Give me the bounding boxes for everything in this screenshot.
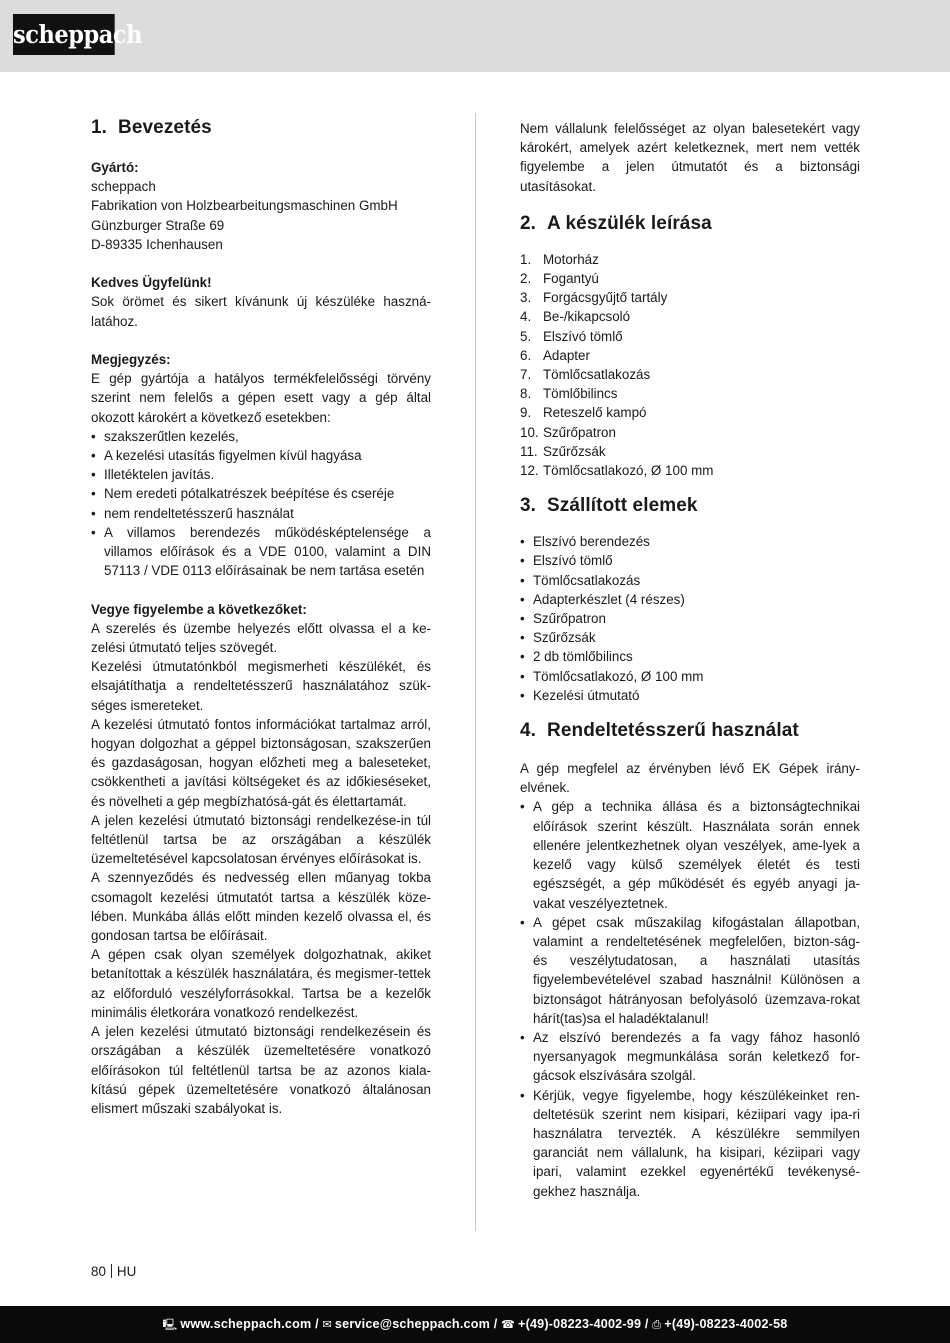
list-item: • szakszerűtlen kezelés, [91, 427, 431, 446]
section-1-heading [91, 116, 431, 140]
page-header [0, 0, 950, 72]
computer-icon: 🖳 [162, 1318, 178, 1331]
paragraph: A jelen kezelési útmutató biztonsági rendelkezésein és országában a készülék üzemeltetésére vonatkozó előírásokon túl feltétlenül tartsa be az azonos kiala-kítású gépek üzemeltetésére vonatkozó általánosan elismert műszaki szabályokat is. [91, 1024, 431, 1116]
list-item: • Elszívó berendezés [520, 532, 860, 551]
item-number: 8. [520, 386, 532, 402]
item-text: Elszívó tömlő [543, 328, 623, 344]
manufacturer-line: D-89335 Ichenhausen [91, 236, 223, 252]
dear-customer-label: Kedves Ügyfelünk! [91, 275, 212, 291]
footer-website[interactable]: www.scheppach.com / [180, 1317, 319, 1331]
list-item: • A villamos berendezés működésképtelensége a villamos előírások és a VDE 0100, valamint a DIN 57113 / VDE 0113 előírásainak be nem tartása esetén [91, 523, 431, 581]
footer-phone: +(49)-08223-4002-99 / [518, 1317, 649, 1331]
list-item: • A gépet csak műszakilag kifogástalan állapotban, valamint a rendeltetésének megfelelően, bizton-ság- és veszélytudatosan, a használati utasítás figyelembevételével szabad használni! Különösen a biztonságot hátrányosan befolyásoló üzemzava-rokat hárít(tas)sa el haladéktalanul! [520, 913, 860, 1028]
fax-icon: ⎙ [652, 1318, 662, 1331]
list-item [520, 269, 860, 288]
paragraph: A szennyeződés és nedvesség ellen műanyag tokba csomagolt kezelési útmutatót tartsa a készülék köze-lében. Munkába állás előtt minden kezelő olvassa el, és gondosan tartsa be előírásait. [91, 870, 431, 944]
item-text: Tömlőcsatlakozás [543, 367, 651, 383]
list-item [520, 327, 860, 346]
item-text: Szűrőzsák [543, 443, 606, 459]
column-divider [475, 113, 476, 1231]
list-item: • Tömlőcsatlakozás [520, 571, 860, 590]
manufacturer-line: Günzburger Straße 69 [91, 217, 225, 233]
intended-use-list [520, 797, 860, 1200]
item-text: Be-/kikapcsoló [543, 309, 631, 325]
paragraph: A gépen csak olyan személyek dolgozhatnak, akiket betanítottak a készülék használatára, és megismer-tettek az előforduló veszélyforrásokkal. Tartsa be a kezelők minimális életkorára vonatkozó rendelkezést. [91, 947, 431, 1020]
item-number: 1. [520, 251, 532, 267]
item-text: Tömlőcsatlakozó, Ø 100 mm [543, 463, 714, 479]
list-item: • 2 db tömlőbilincs [520, 647, 860, 666]
list-item: • Elszívó tömlő [520, 551, 860, 570]
footer-email[interactable]: service@scheppach.com / [334, 1317, 498, 1331]
page-separator [111, 1264, 112, 1278]
item-number: 10. [520, 424, 539, 440]
right-column [520, 119, 860, 1201]
paragraph: A jelen kezelési útmutató biztonsági rendelkezése-in túl feltétlenül tartsa be az országában a készülék üzemeltetésével kapcsolatosan érvényes előírásokat is. [91, 812, 431, 867]
envelope-icon: ✉ [322, 1318, 332, 1331]
manufacturer-label: Gyártó: [91, 160, 139, 175]
list-item: • Tömlőcsatlakozó, Ø 100 mm [520, 667, 860, 686]
list-item [520, 423, 860, 442]
list-item [520, 250, 860, 269]
parts-list [520, 250, 860, 480]
item-number: 2. [520, 271, 532, 287]
section-title: Bevezetés [118, 117, 212, 138]
list-item [520, 384, 860, 403]
section-3-heading [520, 494, 860, 518]
section-title: Szállított elemek [547, 495, 698, 517]
section-title: Rendeltetésszerű használat [547, 720, 799, 742]
item-text: Forgácsgyűjtő tartály [543, 290, 668, 306]
list-item [520, 442, 860, 461]
list-item: • Adapterkészlet (4 részes) [520, 590, 860, 609]
list-item [520, 365, 860, 384]
note-text: E gép gyártója a hatályos termékfelelősségi törvény szerint nem felelős a gépen esett vagy a gép által okozott károkért a következő esetekben: [91, 371, 431, 425]
list-item: • Nem eredeti pótalkatrészek beépítése és cseréje [91, 484, 431, 503]
item-number: 4. [520, 309, 532, 325]
note-list [91, 427, 431, 581]
paragraph: Kezelési útmutatónkból megismerheti készülékét, és elsajátíthatja a rendeltetésszerű használatához szük-séges ismereteket. [91, 659, 431, 713]
item-text: Fogantyú [543, 271, 599, 287]
list-item: • Kezelési útmutató [520, 686, 860, 705]
page-footer [0, 1306, 950, 1343]
footer-fax: +(49)-08223-4002-58 [664, 1317, 788, 1331]
item-number: 11. [520, 443, 538, 459]
item-number: 7. [520, 367, 532, 383]
note-label: Megjegyzés: [91, 352, 171, 367]
section-number: 4. [520, 720, 537, 742]
item-number: 9. [520, 405, 532, 421]
section-number: 3. [520, 495, 537, 517]
delivered-items-list [520, 532, 860, 705]
language-code: HU [116, 1264, 137, 1279]
section-2-heading [520, 212, 860, 236]
list-item [520, 461, 860, 480]
item-text: Tömlőbilincs [543, 386, 618, 402]
item-text: Reteszelő kampó [543, 405, 647, 421]
section-4-heading [520, 719, 860, 743]
item-text: Adapter [543, 347, 590, 363]
paragraph: A kezelési útmutató fontos információkat tartalmaz arról, hogyan dolgozhat a géppel biztonságosan, szakszerűen és gazdaságosan, hogyan előzheti meg a baleseteket, csökkentheti a javítási költségeket és az időkieséseket, és növelheti a gép megbízhatósá-gát és élettartamát. [91, 716, 431, 809]
list-item [520, 307, 860, 326]
list-item: • A gép a technika állása és a biztonságtechnikai előírások szerint készült. Használata során ennek ellenére jelentkezhetnek olyan veszélyek, ame-lyek a kezelő vagy külső személyek életét és testi egészségét, a gép működését és egyéb anyagi ja-vakat veszélyeztetnek. [520, 797, 860, 912]
section-title: A készülék leírása [547, 212, 712, 234]
manufacturer-line: Fabrikation von Holzbearbeitungsmaschinen GmbH [91, 198, 398, 214]
list-item: • Illetéktelen javítás. [91, 465, 431, 484]
paragraph: A szerelés és üzembe helyezés előtt olvassa el a ke-zelési útmutató teljes szövegét. [91, 620, 431, 656]
list-item: • Szűrőzsák [520, 628, 860, 647]
observe-label: Vegye figyelembe a következőket: [91, 601, 307, 617]
section-number: 1. [91, 117, 108, 138]
list-item: • A kezelési utasítás figyelmen kívül hagyása [91, 446, 431, 465]
phone-icon: ☎ [501, 1318, 516, 1331]
scheppach-logo: scheppach [13, 14, 115, 55]
list-item: • nem rendeltetésszerű használat [91, 504, 431, 523]
item-number: 12. [520, 463, 539, 479]
section-number: 2. [520, 212, 537, 234]
item-text: Szűrőpatron [543, 424, 616, 440]
list-item: • Az elszívó berendezés a fa vagy fához hasonló nyersanyagok megmunkálása során keletkező for-gácsok elszívására szolgál. [520, 1028, 860, 1086]
left-column [91, 116, 431, 1118]
item-number: 3. [520, 290, 532, 306]
list-item [520, 403, 860, 422]
list-item: • Kérjük, vegye figyelembe, hogy készülékeinket ren-deltetésük szerint nem kisipari, kéziipari vagy ipa-ri használatra tervezték. A készülékre semmilyen garanciát nem vállalunk, ha kisipari, kéziipari vagy ipari, valamint ezekkel egyenértékű tevékenysé-gekhez használja. [520, 1086, 860, 1201]
list-item: • Szűrőpatron [520, 609, 860, 628]
list-item [520, 288, 860, 307]
page-number-value: 80 [91, 1264, 106, 1279]
item-number: 5. [520, 328, 532, 344]
manufacturer-line: scheppach [91, 179, 156, 195]
item-number: 6. [520, 347, 532, 363]
liability-text: Nem vállalunk felelősséget az olyan balesetekért vagy károkért, amelyek azért keletkeznek, mert nem vették figyelembe a jelen útmutatót és a biztonsági utasításokat. [520, 121, 860, 194]
page-number [91, 1264, 136, 1279]
list-item [520, 346, 860, 365]
item-text: Motorház [543, 251, 599, 267]
dear-customer-text: Sok örömet és sikert kívánunk új készüléke haszná-latához. [91, 294, 431, 329]
intended-use-text: A gép megfelel az érvényben lévő EK Gépek irány-elvének. [520, 761, 860, 796]
